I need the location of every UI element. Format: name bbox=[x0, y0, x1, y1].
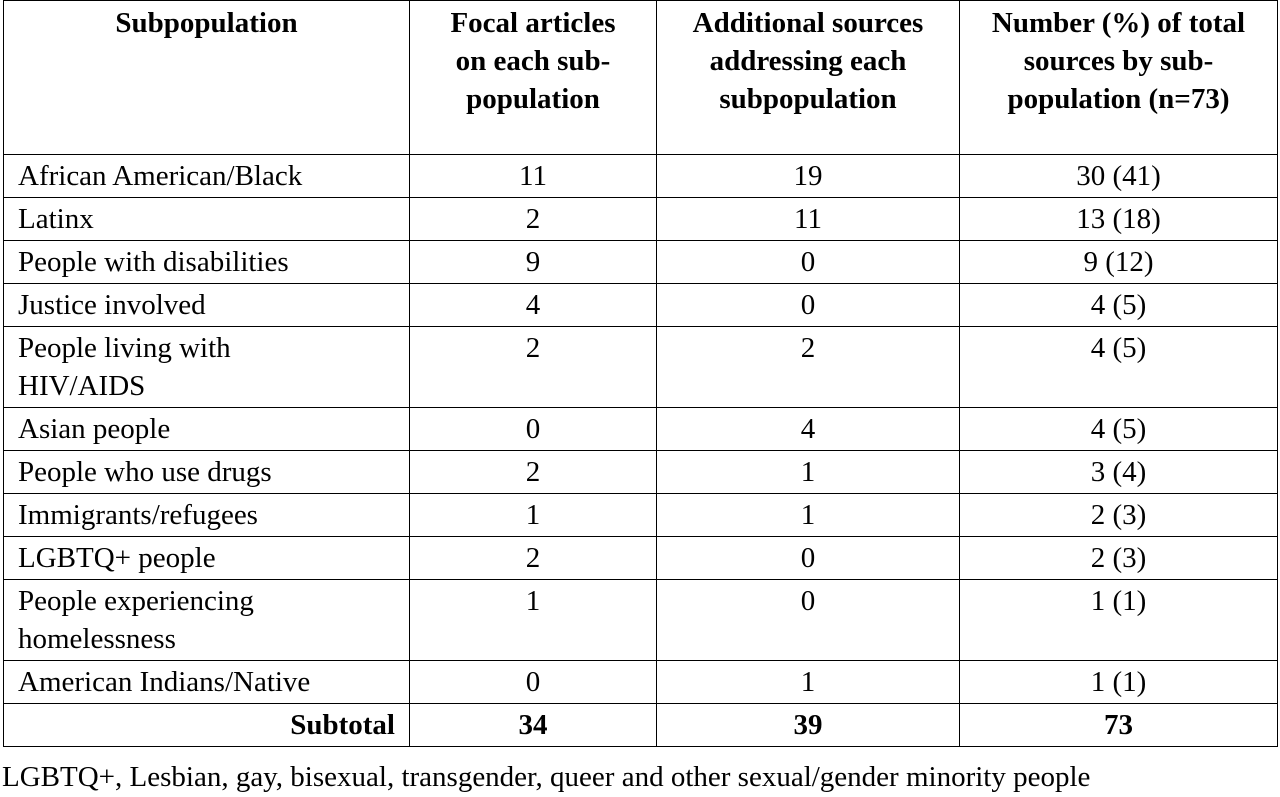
cell-subpopulation: Latinx bbox=[4, 198, 410, 241]
cell-subtotal-total-sources: 73 bbox=[960, 704, 1278, 747]
cell-focal-articles: 9 bbox=[410, 241, 657, 284]
cell-subpopulation: Justice involved bbox=[4, 284, 410, 327]
table-row bbox=[4, 494, 1278, 537]
cell-additional-sources: 1 bbox=[657, 494, 960, 537]
cell-focal-articles: 0 bbox=[410, 408, 657, 451]
table-row bbox=[4, 537, 1278, 580]
cell-focal-articles: 4 bbox=[410, 284, 657, 327]
table-row bbox=[4, 580, 1278, 661]
cell-subpopulation: African American/Black bbox=[4, 155, 410, 198]
cell-total-sources: 1 (1) bbox=[960, 580, 1278, 661]
cell-total-sources: 2 (3) bbox=[960, 494, 1278, 537]
table-row bbox=[4, 451, 1278, 494]
cell-subpopulation: People who use drugs bbox=[4, 451, 410, 494]
cell-subpopulation: Asian people bbox=[4, 408, 410, 451]
cell-subpopulation: American Indians/Native bbox=[4, 661, 410, 704]
cell-total-sources: 9 (12) bbox=[960, 241, 1278, 284]
cell-additional-sources: 19 bbox=[657, 155, 960, 198]
table-header-row bbox=[4, 1, 1278, 155]
cell-total-sources: 4 (5) bbox=[960, 284, 1278, 327]
cell-additional-sources: 1 bbox=[657, 451, 960, 494]
cell-subpopulation: People experiencing homelessness bbox=[4, 580, 410, 661]
cell-subpopulation: People living with HIV/AIDS bbox=[4, 327, 410, 408]
cell-subpopulation: LGBTQ+ people bbox=[4, 537, 410, 580]
cell-focal-articles: 0 bbox=[410, 661, 657, 704]
cell-total-sources: 30 (41) bbox=[960, 155, 1278, 198]
table-row bbox=[4, 241, 1278, 284]
cell-total-sources: 2 (3) bbox=[960, 537, 1278, 580]
table-row bbox=[4, 327, 1278, 408]
header-total-sources: Number (%) of total sources by sub-population (n=73) bbox=[960, 1, 1278, 155]
cell-additional-sources: 2 bbox=[657, 327, 960, 408]
table-row bbox=[4, 661, 1278, 704]
table-row bbox=[4, 284, 1278, 327]
cell-focal-articles: 2 bbox=[410, 198, 657, 241]
cell-total-sources: 4 (5) bbox=[960, 327, 1278, 408]
cell-subtotal-label: Subtotal bbox=[4, 704, 410, 747]
subtotal-row bbox=[4, 704, 1278, 747]
cell-total-sources: 3 (4) bbox=[960, 451, 1278, 494]
cell-additional-sources: 0 bbox=[657, 241, 960, 284]
header-subpopulation: Subpopulation bbox=[4, 1, 410, 155]
header-additional-sources: Additional sources addressing each subpopulation bbox=[657, 1, 960, 155]
subpopulation-table bbox=[3, 0, 1278, 747]
cell-focal-articles: 1 bbox=[410, 580, 657, 661]
header-focal-articles: Focal articles on each sub-population bbox=[410, 1, 657, 155]
table-row bbox=[4, 155, 1278, 198]
cell-total-sources: 4 (5) bbox=[960, 408, 1278, 451]
cell-focal-articles: 2 bbox=[410, 451, 657, 494]
cell-additional-sources: 4 bbox=[657, 408, 960, 451]
cell-additional-sources: 1 bbox=[657, 661, 960, 704]
cell-focal-articles: 2 bbox=[410, 327, 657, 408]
cell-focal-articles: 1 bbox=[410, 494, 657, 537]
cell-focal-articles: 11 bbox=[410, 155, 657, 198]
cell-total-sources: 1 (1) bbox=[960, 661, 1278, 704]
cell-additional-sources: 0 bbox=[657, 537, 960, 580]
cell-subtotal-focal-articles: 34 bbox=[410, 704, 657, 747]
cell-subpopulation: People with disabilities bbox=[4, 241, 410, 284]
cell-additional-sources: 11 bbox=[657, 198, 960, 241]
table-row bbox=[4, 408, 1278, 451]
cell-additional-sources: 0 bbox=[657, 580, 960, 661]
table-row bbox=[4, 198, 1278, 241]
cell-total-sources: 13 (18) bbox=[960, 198, 1278, 241]
table-footnote: LGBTQ+, Lesbian, gay, bisexual, transgender, queer and other sexual/gender minority people bbox=[2, 761, 1091, 793]
cell-focal-articles: 2 bbox=[410, 537, 657, 580]
cell-subtotal-additional-sources: 39 bbox=[657, 704, 960, 747]
cell-additional-sources: 0 bbox=[657, 284, 960, 327]
cell-subpopulation: Immigrants/refugees bbox=[4, 494, 410, 537]
